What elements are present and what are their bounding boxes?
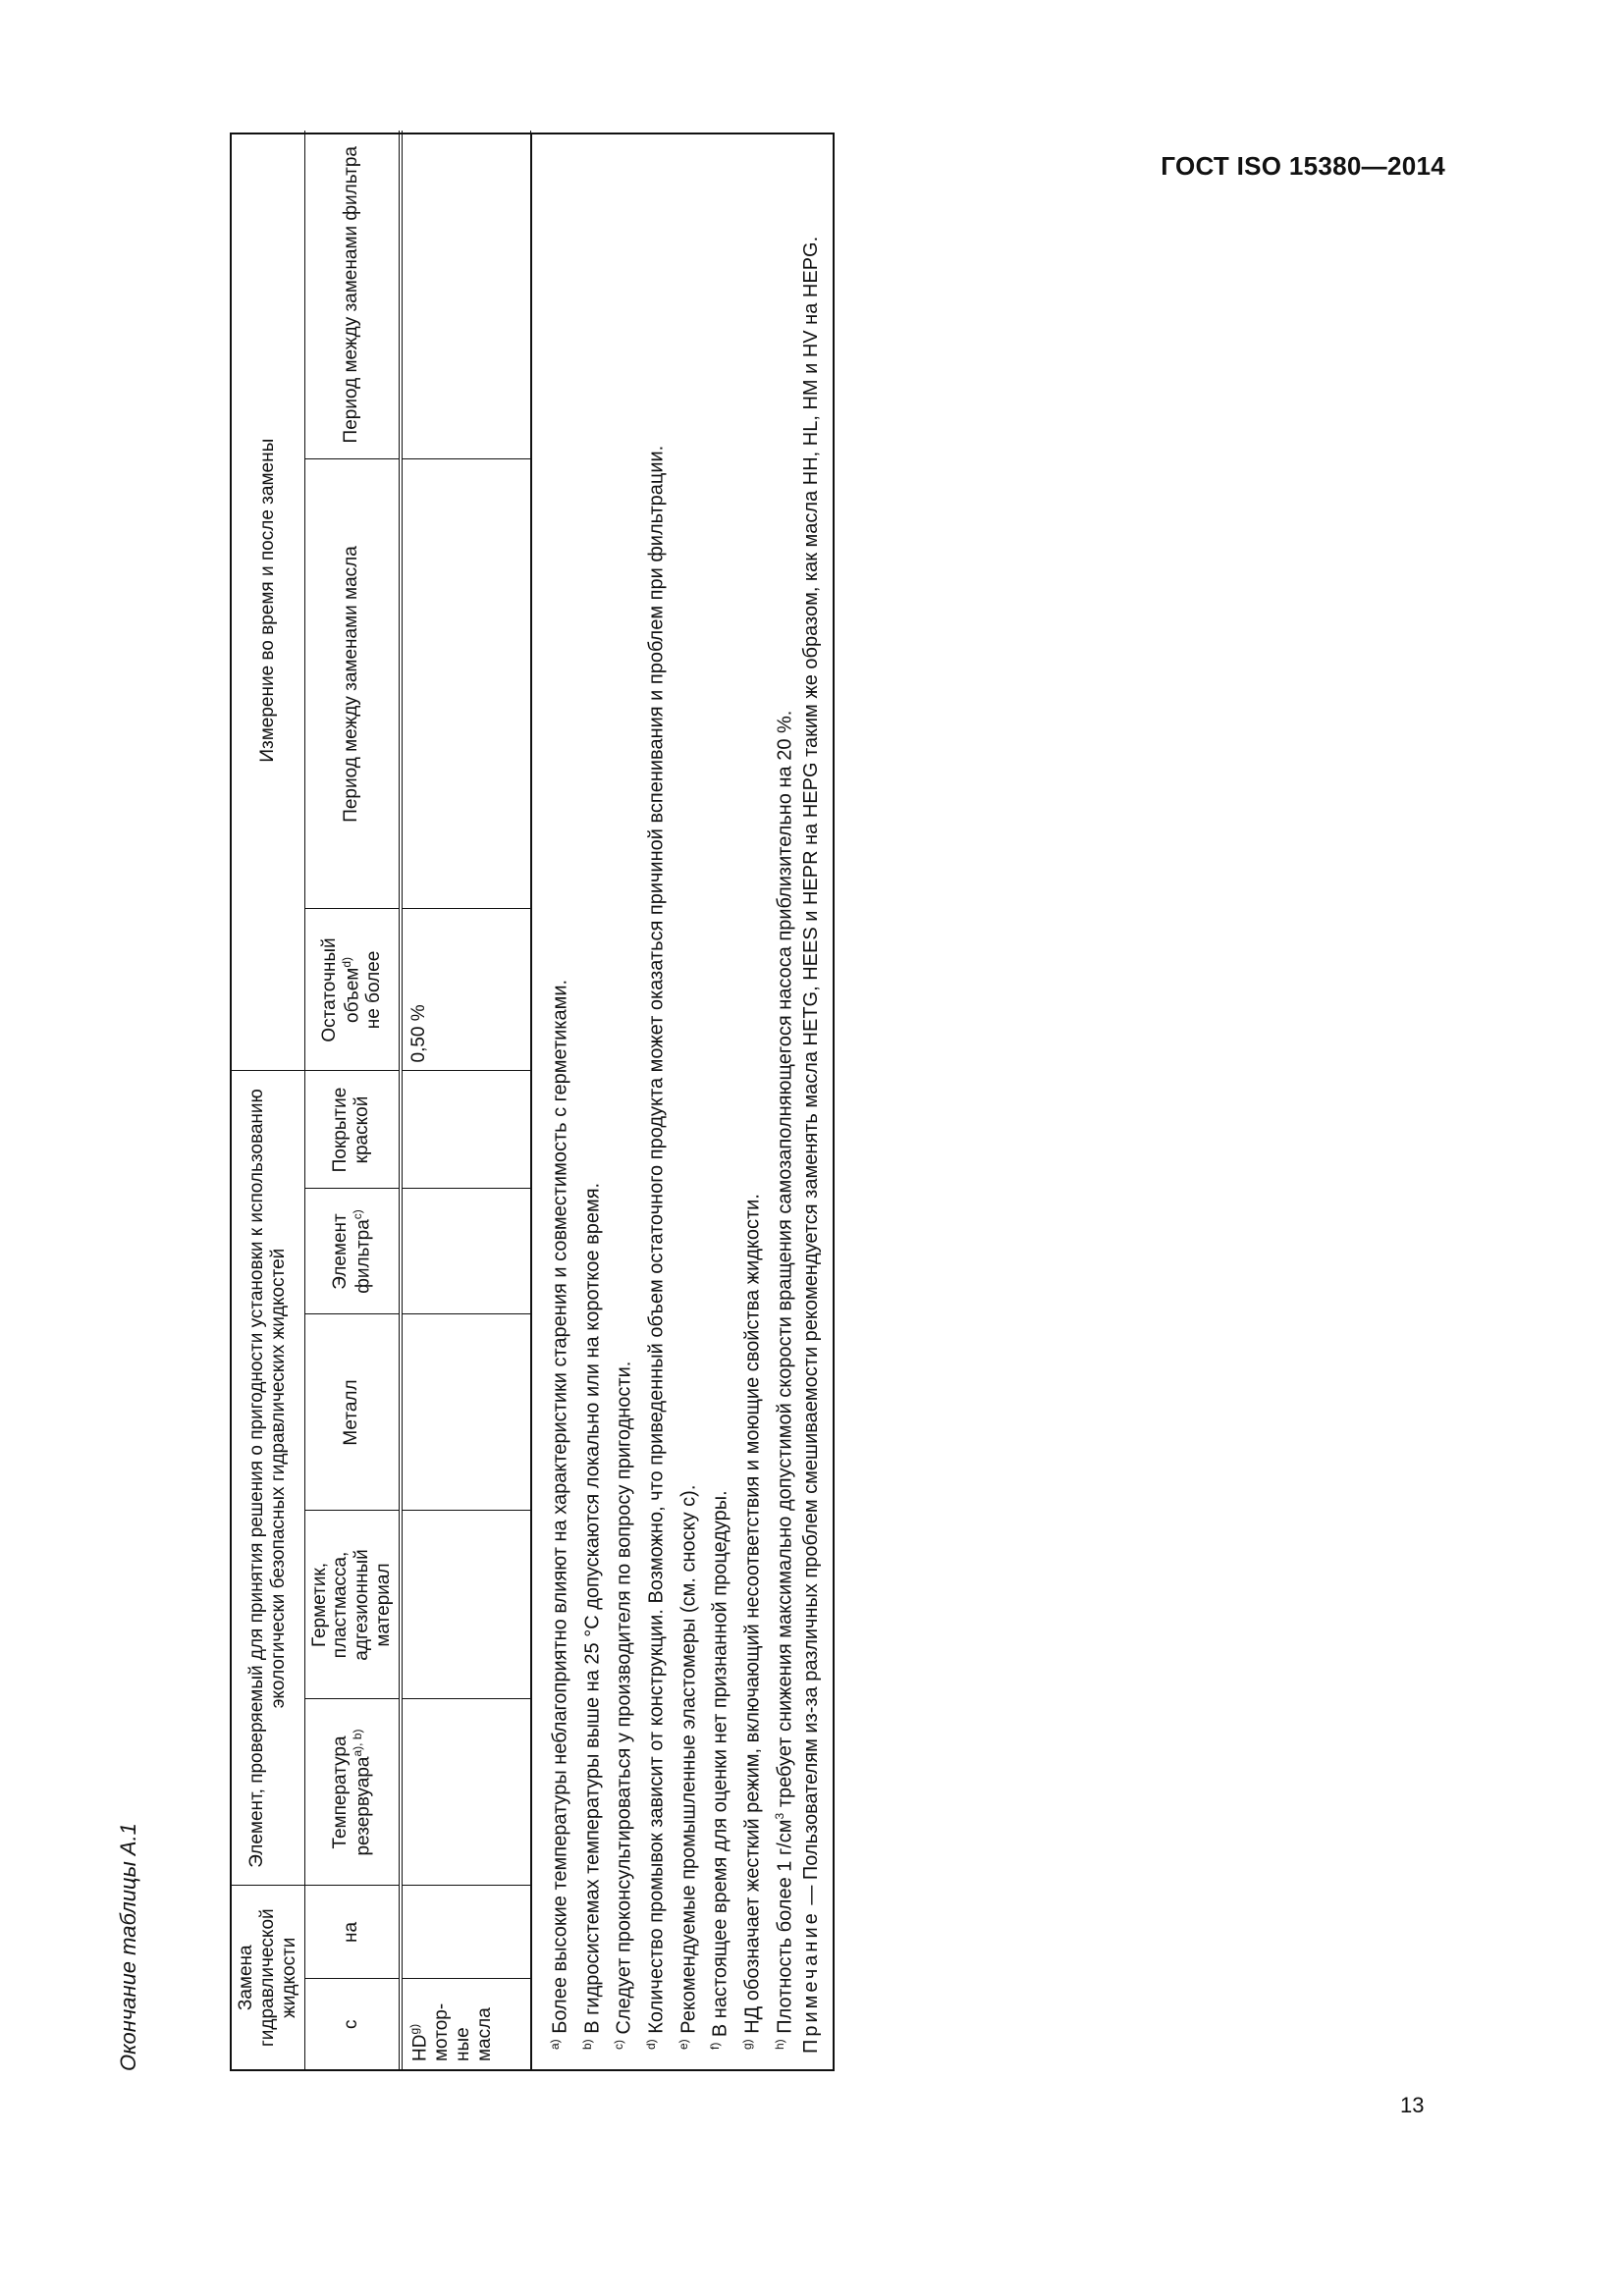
col-oil-change-period: Период между заменами масла [304,459,401,909]
table-frame [230,133,835,2071]
footnote-b: $^{b)}$ В гидросистемах температуры выше на 25 °С допускаются локально или на короткое время. [579,1182,604,2050]
col-metal: Металл [304,1314,401,1511]
footnote-h: $^{h)}$ Плотность более 1 $г/см^3$ требует снижения максимально допустимой скорости вращения самозаполняющегося насоса приблизительно на 20 %. [772,710,796,2050]
cell-residual-volume: 0,50 % [401,909,531,1071]
rotated-table-block [116,108,823,2071]
cell-to [401,1886,531,1979]
col-to: на [304,1886,401,1979]
group-header-element: Элемент, проверяемый для принятия решения о пригодности установки к использованию экологически безопасных гидравлических жидкостей [232,1071,304,1886]
table-caption: Окончание таблицы А.1 [116,1823,140,2071]
col-temperature: Температура резервуара$^{a), b)}$ [304,1699,401,1886]
footnote-f: $^{f)}$ В настоящее время для оценки нет признанной процедуры. [708,1490,731,2050]
cell-temperature [401,1699,531,1886]
footnote-a: $^{a)}$ Более высокие температуры неблагоприятно влияют на характеристики старения и совместимость с герметиками. [547,979,571,2050]
col-from: с [304,1979,401,2069]
cell-metal [401,1314,531,1511]
footnote-g: $^{g)}$ НД обозначает жесткий режим, включающий несоответствия и моющие свойства жидкости. [739,1194,764,2050]
col-sealant: Герметик, пластмасса, адгезионный материал [304,1511,401,1699]
footnote-c: $^{c)}$ Следует проконсультироваться у производителя по вопросу пригодности. [612,1361,635,2050]
cell-filter-change-period [401,131,531,459]
group-header-replace: Замена гидравлической жидкости [232,1886,304,2069]
col-filter-element: Элемент фильтра$^{c)}$ [304,1189,401,1314]
col-filter-change-period: Период между заменами фильтра [304,131,401,459]
group-header-measure: Измерение во время и после замены [232,131,304,1071]
page-number: 13 [1400,2093,1425,2117]
footnote-e: $^{e)}$ Рекомендуемые промышленные эластомеры (см. сноску c). [676,1484,700,2050]
cell-from: HD$^{g)}$ мотор-ные масла [401,1979,531,2069]
table-row [401,131,531,2069]
col-paint: Покрытие краской [304,1071,401,1189]
cell-paint [401,1071,531,1189]
col-residual-volume: Остаточный объем$^{d)}$ не более [304,909,401,1071]
table-note: Примечание — Пользователям из-за различных проблем смешиваемости рекомендуется заменять масла HETG, HEES и HEPR на HEPG таким же образом, как масла HH, HL, HM и HV на HEPG. [800,236,823,2054]
cell-oil-change-period [401,459,531,909]
footnote-d: $^{d)}$ Количество промывок зависит от конструкции. Возможно, что приведенный объем остаточного продукта может оказаться причиной вспенивания и проблем при фильтрации. [643,445,668,2050]
cell-sealant [401,1511,531,1699]
document-code: ГОСТ ISO 15380—2014 [1161,151,1445,181]
footnotes [531,134,833,2069]
table-a1-end [232,131,531,2069]
cell-filter-element [401,1189,531,1314]
